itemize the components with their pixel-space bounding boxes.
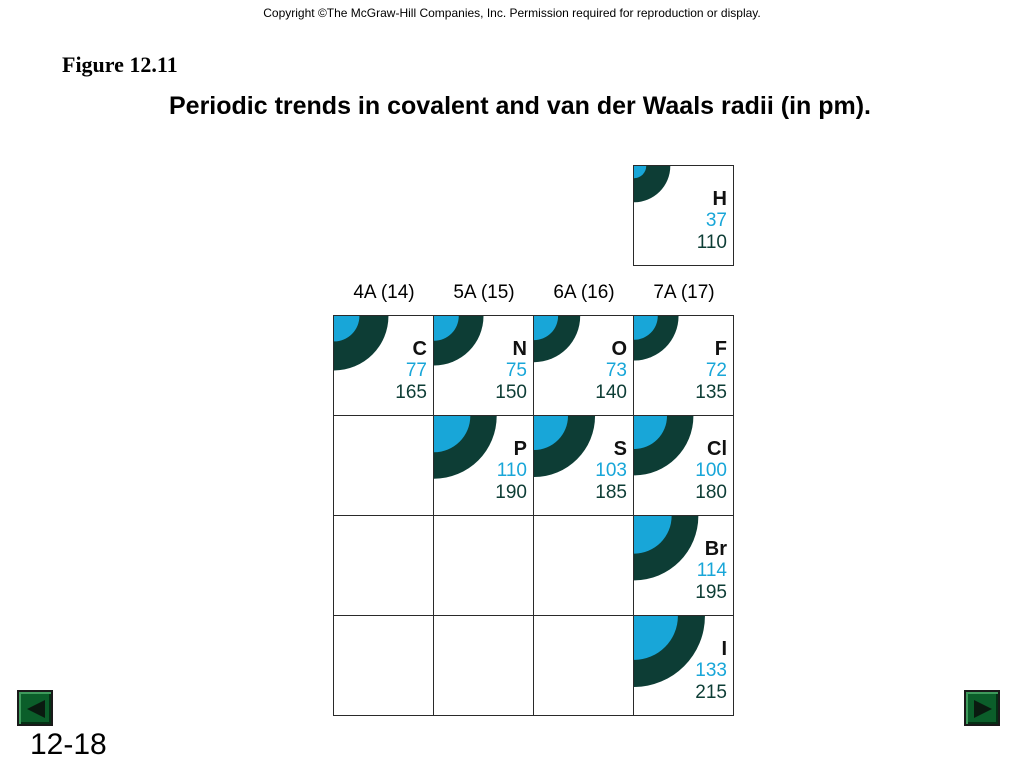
element-cell-p: [433, 415, 534, 516]
previous-slide-button[interactable]: [17, 690, 53, 726]
element-cell-n: [433, 315, 534, 416]
covalent-radius-h: 37: [705, 210, 727, 231]
element-cell-cl: [633, 415, 734, 516]
element-symbol-s: S: [613, 438, 627, 460]
covalent-radius-o: 73: [605, 360, 627, 381]
empty-cell: [533, 615, 634, 716]
empty-cell: [433, 615, 534, 716]
element-cell-br: [633, 515, 734, 616]
copyright-notice: Copyright ©The McGraw-Hill Companies, Inc. Permission required for reproduction or display.: [263, 6, 761, 20]
column-header-6a: 6A (16): [553, 282, 615, 303]
column-header-5a: 5A (15): [453, 282, 515, 303]
column-header-4a: 4A (14): [353, 282, 415, 303]
vdw-radius-p: 190: [495, 482, 527, 503]
covalent-radius-f: 72: [705, 360, 727, 381]
triangle-right-icon: [972, 698, 994, 720]
empty-cell: [333, 615, 434, 716]
empty-cell: [533, 515, 634, 616]
next-slide-button[interactable]: [964, 690, 1000, 726]
triangle-left-icon: [25, 698, 47, 720]
element-symbol-c: C: [412, 338, 427, 360]
empty-cell: [333, 415, 434, 516]
vdw-radius-f: 135: [695, 382, 727, 403]
vdw-radius-i: 215: [695, 682, 727, 703]
vdw-radius-br: 195: [695, 582, 727, 603]
covalent-radius-s: 103: [595, 460, 627, 481]
element-symbol-p: P: [513, 438, 527, 460]
covalent-radius-cl: 100: [695, 460, 727, 481]
column-header-7a: 7A (17): [653, 282, 715, 303]
element-symbol-f: F: [714, 338, 727, 360]
empty-cell: [333, 515, 434, 616]
covalent-radius-br: 114: [696, 560, 727, 581]
element-symbol-o: O: [611, 338, 627, 360]
element-symbol-cl: Cl: [707, 438, 727, 460]
element-symbol-br: Br: [704, 538, 727, 560]
vdw-radius-s: 185: [595, 482, 627, 503]
element-cell-f: [633, 315, 734, 416]
element-symbol-n: N: [512, 338, 527, 360]
covalent-radius-n: 75: [505, 360, 527, 381]
figure-title: Periodic trends in covalent and van der Waals radii (in pm).: [168, 92, 871, 120]
element-cell-h: [633, 165, 734, 266]
element-symbol-h: H: [712, 188, 727, 210]
vdw-radius-n: 150: [495, 382, 527, 403]
element-cell-i: [633, 615, 734, 716]
vdw-radius-c: 165: [395, 382, 427, 403]
element-cell-s: [533, 415, 634, 516]
vdw-radius-cl: 180: [695, 482, 727, 503]
slide-number: 12-18: [30, 728, 107, 761]
element-cell-o: [533, 315, 634, 416]
covalent-radius-c: 77: [405, 360, 427, 381]
element-cell-c: [333, 315, 434, 416]
empty-cell: [433, 515, 534, 616]
vdw-radius-h: 110: [696, 232, 727, 253]
covalent-radius-p: 110: [496, 460, 527, 481]
figure-number: Figure 12.11: [62, 52, 178, 77]
covalent-radius-i: 133: [695, 660, 727, 681]
element-symbol-i: I: [721, 638, 727, 660]
vdw-radius-o: 140: [595, 382, 627, 403]
